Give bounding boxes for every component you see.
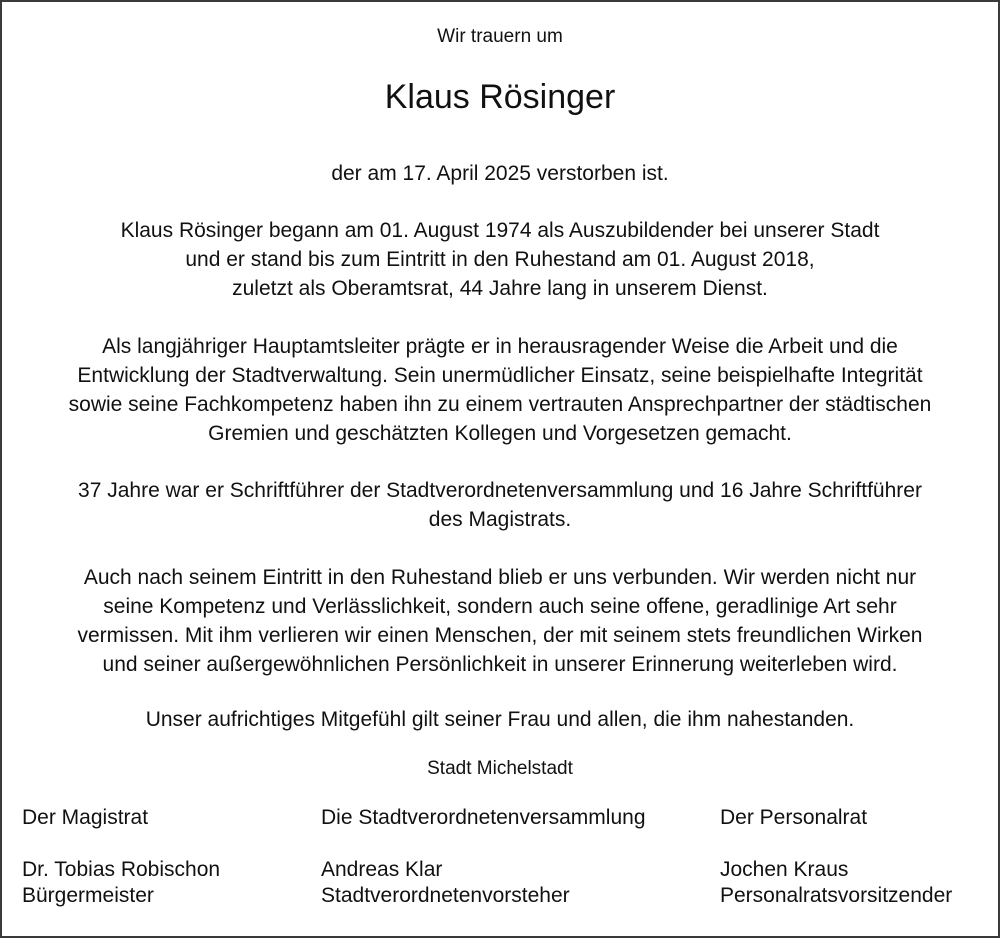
- signatory-person: Jochen Kraus: [720, 858, 849, 881]
- text-line: Klaus Rösinger begann am 01. August 1974 als Auszubildender bei unserer Stadt: [120, 219, 880, 242]
- signatory-person: Andreas Klar: [321, 858, 443, 881]
- signatory-personalrat: [720, 805, 952, 909]
- text-line: Unser aufrichtiges Mitgefühl gilt seiner Frau und allen, die ihm nahestanden.: [145, 708, 855, 731]
- text-line: Auch nach seinem Eintritt in den Ruhestand blieb er uns verbunden. Wir werden nicht nur: [83, 566, 917, 589]
- signatory-person: Dr. Tobias Robischon: [22, 858, 221, 881]
- paragraph-secretary: [2, 476, 998, 534]
- intro-text: Wir trauern um: [437, 26, 563, 47]
- text-line: und seiner außergewöhnlichen Persönlichkeit in unserer Erinnerung weiterleben wird.: [102, 653, 898, 676]
- text-line: des Magistrats.: [428, 508, 572, 531]
- paragraph-career: [2, 216, 998, 303]
- text-line: Entwicklung der Stadtverwaltung. Sein unermüdlicher Einsatz, seine beispielhafte Integrität: [77, 364, 923, 387]
- signatory-title: Personalratsvorsitzender: [720, 884, 953, 907]
- text-line: vermissen. Mit ihm verlieren wir einen Menschen, der mit seinem stets freundlichen Wirken: [77, 624, 923, 647]
- signatory-magistrat: [22, 805, 220, 909]
- text-line: seine Kompetenz und Verlässlichkeit, sondern auch seine offene, geradlinige Art sehr: [103, 595, 897, 618]
- text-line: und er stand bis zum Eintritt in den Ruhestand am 01. August 2018,: [185, 248, 815, 271]
- signatory-organization: Die Stadtverordnetenversammlung: [321, 806, 646, 829]
- signatory-title: Stadtverordnetenvorsteher: [321, 884, 570, 907]
- deceased-name: Klaus Rösinger: [384, 78, 616, 116]
- text-line: sowie seine Fachkompetenz haben ihn zu einem vertrauten Ansprechpartner der städtischen: [68, 393, 932, 416]
- city-name: Stadt Michelstadt: [427, 758, 573, 779]
- signatory-organization: Der Magistrat: [22, 806, 149, 829]
- text-line: zuletzt als Oberamtsrat, 44 Jahre lang in unserem Dienst.: [232, 277, 768, 300]
- text-line: 37 Jahre war er Schriftführer der Stadtverordnetenversammlung und 16 Jahre Schriftführer: [78, 479, 922, 502]
- signatory-organization: Der Personalrat: [720, 806, 868, 829]
- signatory-stadtverordnetenversammlung: [321, 805, 646, 909]
- paragraph-condolences: [2, 705, 998, 734]
- date-of-death-line: der am 17. April 2025 verstorben ist.: [331, 162, 669, 185]
- text-line: Gremien und geschätzten Kollegen und Vorgesetzen gemacht.: [208, 422, 792, 445]
- signatory-title: Bürgermeister: [22, 884, 154, 907]
- paragraph-remembrance: [2, 563, 998, 679]
- paragraph-tribute: [2, 332, 998, 448]
- text-line: Als langjähriger Hauptamtsleiter prägte er in herausragender Weise die Arbeit und die: [102, 335, 898, 358]
